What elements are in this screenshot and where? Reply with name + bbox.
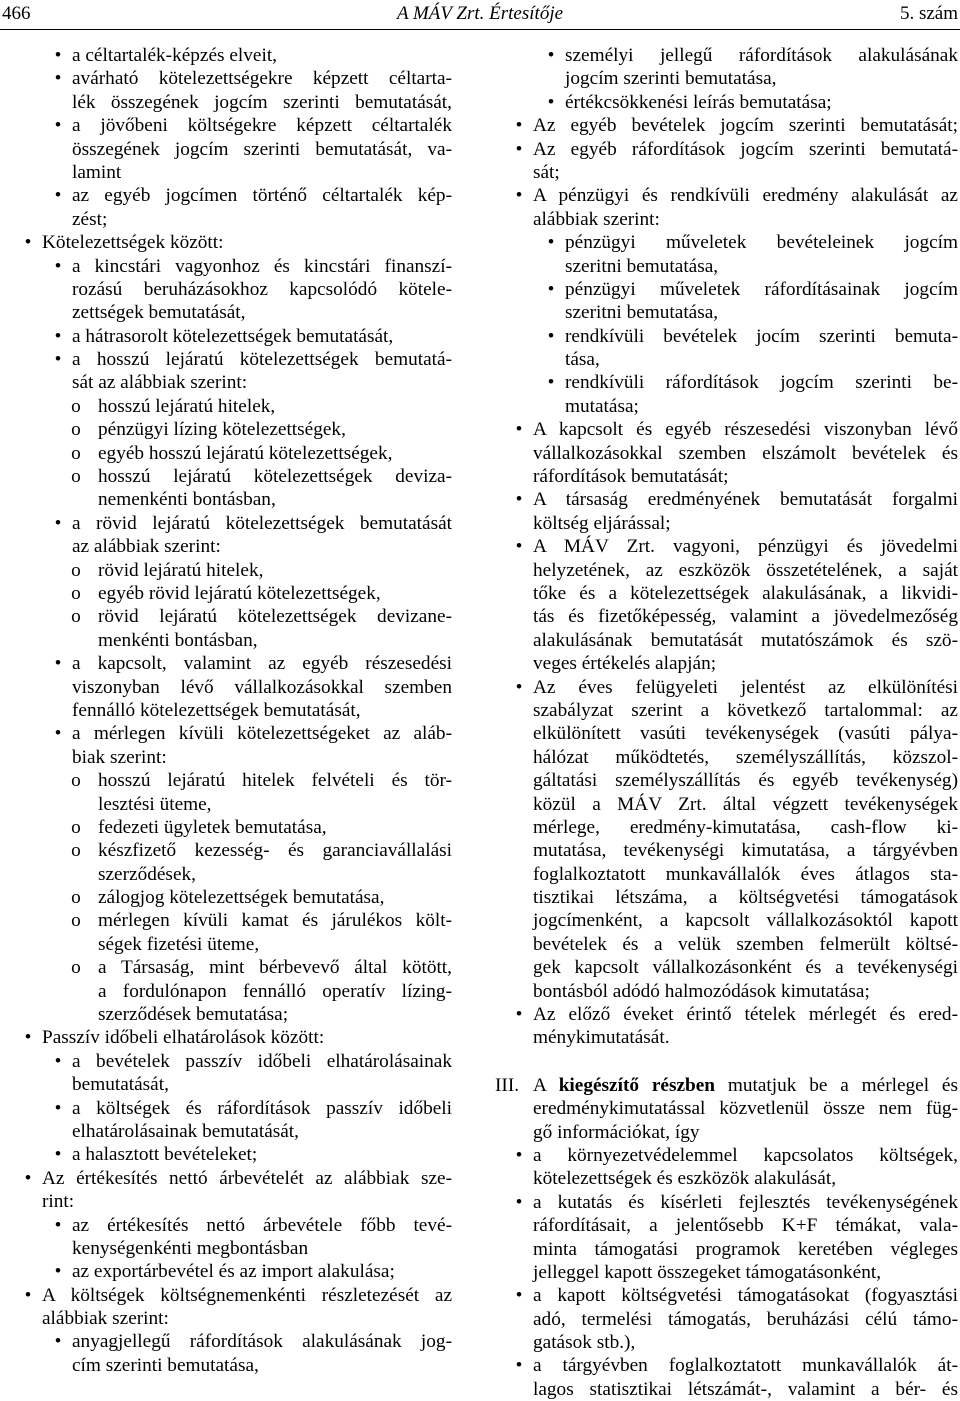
right-line xyxy=(515,909,958,932)
bullet-marker: • xyxy=(54,185,62,207)
line-text: viszonyban lévő vállalkozásokkal szemben xyxy=(72,676,452,698)
left-line xyxy=(24,909,452,932)
line-text: egyéb rövid lejáratú kötelezettségek, xyxy=(98,582,381,604)
left-line xyxy=(24,535,452,558)
line-text: zálogjog kötelezettségek bemutatása, xyxy=(98,887,385,909)
line-text: biak szerint: xyxy=(72,746,167,768)
line-text: kenységenkénti megbontásban xyxy=(72,1237,309,1259)
left-line xyxy=(24,1330,452,1353)
left-line xyxy=(24,442,452,465)
left-line xyxy=(24,278,452,301)
line-text: költség eljárással; xyxy=(533,512,671,534)
right-line xyxy=(515,746,958,769)
line-text: lesztési üteme, xyxy=(98,793,212,815)
line-text: szerződések bemutatása; xyxy=(98,1004,289,1026)
left-line xyxy=(24,465,452,488)
line-text: lék összegének jogcím szerinti bemutatását, xyxy=(72,91,452,113)
right-line xyxy=(515,886,958,909)
right-line xyxy=(515,1026,958,1049)
line-text: Az egyéb ráfordítások jogcím szerinti bemutatá- xyxy=(533,138,958,160)
bullet-marker: • xyxy=(54,68,62,90)
left-line xyxy=(24,255,452,278)
sub-bullet-marker: o xyxy=(71,559,81,581)
bullet-marker: • xyxy=(515,115,523,137)
bullet-marker: • xyxy=(515,1285,523,1307)
left-line xyxy=(24,512,452,535)
line-text: az egyéb jogcímen történő céltartalék kép- xyxy=(72,185,452,207)
bullet-marker: • xyxy=(54,1331,62,1353)
right-line xyxy=(515,980,958,1003)
left-line xyxy=(24,1050,452,1073)
left-line xyxy=(24,67,452,90)
left-line xyxy=(24,652,452,675)
line-text: hosszú lejáratú hitelek felvételi és tör- xyxy=(98,770,452,792)
line-text: tisztikai létszáma, a költségvetési támogatások xyxy=(533,887,958,909)
right-line xyxy=(515,512,958,535)
bullet-marker: • xyxy=(54,325,62,347)
line-text: az exportárbevétel és az import alakulása; xyxy=(72,1261,395,1283)
left-line xyxy=(24,956,452,979)
line-text: az alábbiak szerint: xyxy=(72,536,221,558)
line-text: gáltatási személyszállítás és egyéb tevékenység) xyxy=(533,770,958,792)
left-line xyxy=(24,582,452,605)
line-text: foglalkoztatott munkavállalók éves átlagos sta- xyxy=(533,863,958,885)
line-text: a bevételek passzív időbeli elhatárolásainak xyxy=(72,1050,452,1072)
bullet-marker: • xyxy=(547,278,555,300)
line-text: a környezetvédelemmel kapcsolatos költségek, xyxy=(533,1144,958,1166)
right-line xyxy=(515,138,958,161)
right-line xyxy=(515,161,958,184)
line-text: a jövőbeni költségekre képzett céltartalék xyxy=(72,115,452,137)
line-text: adó, termelési támogatás, beruházási célú támo- xyxy=(533,1308,958,1330)
section-iii-line xyxy=(515,1261,958,1284)
line-text: pénzügyi műveletek bevételeinek jogcím xyxy=(565,232,958,254)
right-line xyxy=(515,769,958,792)
bullet-marker: • xyxy=(54,1214,62,1236)
left-line xyxy=(24,44,452,67)
bullet-marker: • xyxy=(515,1144,523,1166)
line-text: rövid lejáratú kötelezettségek devizane- xyxy=(98,606,452,628)
line-text: egyéb hosszú lejáratú kötelezettségek, xyxy=(98,442,393,464)
line-text: vállalkozásokkal szemben elszámolt bevételek és xyxy=(533,442,958,464)
left-line xyxy=(24,301,452,324)
sub-bullet-marker: o xyxy=(71,606,81,628)
right-line xyxy=(515,255,958,278)
section-iii-line xyxy=(515,1097,958,1120)
sub-bullet-marker: o xyxy=(71,887,81,909)
line-text: veges értékelés alapján; xyxy=(533,653,717,675)
line-text: közül a MÁV Zrt. által végzett tevékenységek xyxy=(533,793,958,815)
left-line xyxy=(24,1284,452,1307)
line-text: anyagjellegű ráfordítások alakulásának jog- xyxy=(72,1331,452,1353)
left-line xyxy=(24,559,452,582)
issue-number: 5. szám xyxy=(899,3,958,24)
bullet-marker: • xyxy=(54,45,62,66)
left-line xyxy=(24,1073,452,1096)
line-text: kötelezettségek és eszközök alakulását, xyxy=(533,1168,837,1190)
line-text: értékcsökkenési leírás bemutatása; xyxy=(565,91,832,113)
bullet-marker: • xyxy=(54,255,62,277)
bullet-marker: • xyxy=(547,325,555,347)
line-text: Az értékesítés nettó árbevételét az alábbiak sze- xyxy=(42,1167,452,1189)
left-line xyxy=(24,488,452,511)
right-column xyxy=(495,44,958,1401)
left-line xyxy=(24,605,452,628)
line-text: rozású beruházásokhoz kapcsolódó kötele- xyxy=(72,278,452,300)
line-text: a fordulónapon fennálló operatív lízing- xyxy=(98,980,452,1002)
sub-bullet-marker: o xyxy=(71,466,81,488)
line-text: ráfordítások bemutatását; xyxy=(533,466,729,488)
line-text: a halasztott bevételeket; xyxy=(72,1144,258,1166)
right-line xyxy=(515,582,958,605)
bullet-marker: • xyxy=(54,512,62,534)
right-line xyxy=(515,184,958,207)
section-iii-heading xyxy=(495,1074,958,1097)
right-line xyxy=(515,325,958,348)
line-text: a kapcsolt, valamint az egyéb részesedési xyxy=(72,653,452,675)
line-text: a rövid lejáratú kötelezettségek bemutatását xyxy=(72,512,452,534)
right-line xyxy=(515,231,958,254)
right-line xyxy=(515,816,958,839)
right-line xyxy=(515,629,958,652)
bullet-marker: • xyxy=(24,1284,32,1306)
line-text: rövid lejáratú hitelek, xyxy=(98,559,264,581)
right-line xyxy=(515,605,958,628)
line-text: A kapcsolt és egyéb részesedési viszonyban lévő xyxy=(533,419,958,441)
bullet-marker: • xyxy=(515,1004,523,1026)
right-line xyxy=(515,348,958,371)
left-line xyxy=(24,1237,452,1260)
line-text: A pénzügyi és rendkívüli eredmény alakulását az xyxy=(533,185,958,207)
bullet-marker: • xyxy=(515,1191,523,1213)
left-line xyxy=(24,629,452,652)
line-text: ménykimutatását. xyxy=(533,1027,670,1049)
right-line xyxy=(515,91,958,114)
line-text: szabályzat szerint a következő tartalommal: az xyxy=(533,699,958,721)
right-line xyxy=(515,933,958,956)
sub-bullet-marker: o xyxy=(71,419,81,441)
left-line xyxy=(24,114,452,137)
left-line xyxy=(24,1307,452,1330)
bullet-marker: • xyxy=(24,1027,32,1049)
line-text: szerződések, xyxy=(98,863,196,885)
left-line xyxy=(24,1120,452,1143)
line-text: fedezeti ügyletek bemutatása, xyxy=(98,816,327,838)
line-text: sát az alábbiak szerint: xyxy=(72,372,248,394)
section-spacer xyxy=(515,1050,958,1074)
line-text: szeritni bemutatása, xyxy=(565,302,719,324)
page-header xyxy=(0,3,960,27)
line-text: zettségek bemutatását, xyxy=(72,302,246,324)
left-line xyxy=(24,886,452,909)
line-text: lagos statisztikai létszámát-, valamint a bér- és xyxy=(533,1378,958,1400)
line-text: elkülönített vasúti tevékenységek (vasúti pálya- xyxy=(533,723,958,745)
section-iii-line xyxy=(515,1354,958,1377)
left-line xyxy=(24,1143,452,1166)
bullet-marker: • xyxy=(515,489,523,511)
bullet-marker: • xyxy=(515,419,523,441)
left-line xyxy=(24,1097,452,1120)
line-text: készfizető kezesség- és garanciavállalási xyxy=(98,840,452,862)
bullet-marker: • xyxy=(54,653,62,675)
line-text: mérlegen kívüli kamat és járulékos költ- xyxy=(98,910,452,932)
right-line xyxy=(515,559,958,582)
line-text: pénzügyi lízing kötelezettségek, xyxy=(98,419,346,441)
sub-bullet-marker: o xyxy=(71,840,81,862)
line-text: jogcímenként, a kapcsolt vállalkozásoktól kapott xyxy=(533,910,958,932)
line-text: A MÁV Zrt. vagyoni, pénzügyi és jövedelmi xyxy=(533,536,958,558)
right-line xyxy=(515,652,958,675)
right-line xyxy=(515,418,958,441)
line-text: cím szerinti bemutatása, xyxy=(72,1354,259,1376)
sub-bullet-marker: o xyxy=(71,582,81,604)
left-line xyxy=(24,325,452,348)
right-line xyxy=(515,114,958,137)
line-text: sát; xyxy=(533,161,560,183)
line-text: Az éves felügyeleti jelentést az elkülönítési xyxy=(533,676,958,698)
right-line xyxy=(515,722,958,745)
sub-bullet-marker: o xyxy=(71,910,81,932)
right-line xyxy=(515,442,958,465)
right-line xyxy=(515,465,958,488)
bullet-marker: • xyxy=(24,1167,32,1189)
line-text: alábbiak szerint: xyxy=(42,1308,169,1330)
line-text: a mérlegen kívüli kötelezettségeket az aláb- xyxy=(72,723,452,745)
bullet-marker: • xyxy=(515,1355,523,1377)
line-text: rint: xyxy=(42,1191,75,1213)
bullet-marker: • xyxy=(54,349,62,371)
line-text: ráfordításait, a jelentősebb K+F témákat, vala- xyxy=(533,1215,958,1237)
bullet-marker: • xyxy=(54,1050,62,1072)
line-text: a kincstári vagyonhoz és kincstári finanszí- xyxy=(72,255,452,277)
line-text: elhatárolásainak bemutatását, xyxy=(72,1120,299,1142)
left-line xyxy=(24,793,452,816)
left-line xyxy=(24,1260,452,1283)
line-text: rendkívüli bevételek jocím szerinti bemuta- xyxy=(565,325,958,347)
header-rule xyxy=(0,29,960,30)
line-text: hálózat működtetés, személyszállítás, közszol- xyxy=(533,746,958,768)
left-line xyxy=(24,1354,452,1377)
line-text: nemenkénti bontásban, xyxy=(98,489,276,511)
bullet-marker: • xyxy=(547,45,555,66)
line-text: tás és fizetőképesség, valamint a jövedelmezőség xyxy=(533,606,958,628)
line-text: hosszú lejáratú hitelek, xyxy=(98,395,276,417)
line-text: a tárgyévben foglalkoztatott munkavállalók át- xyxy=(533,1355,958,1377)
sub-bullet-marker: o xyxy=(71,816,81,838)
left-line xyxy=(24,395,452,418)
intro-rest: mutatjuk be a mérlegel és xyxy=(727,1074,958,1096)
line-text: bemutatását, xyxy=(72,1074,169,1096)
left-line xyxy=(24,699,452,722)
bullet-marker: • xyxy=(547,372,555,394)
page-number: 466 xyxy=(2,3,31,24)
line-text: A költségek költségnemenkénti részletezését az xyxy=(42,1284,452,1306)
left-line xyxy=(24,980,452,1003)
left-line xyxy=(24,722,452,745)
bullet-marker: • xyxy=(547,91,555,113)
sub-bullet-marker: o xyxy=(71,395,81,417)
left-line xyxy=(24,769,452,792)
line-text: a céltartalék-képzés elveit, xyxy=(72,45,278,66)
line-text: hosszú lejáratú kötelezettségek deviza- xyxy=(98,466,452,488)
right-line xyxy=(515,1003,958,1026)
left-line xyxy=(24,208,452,231)
left-line xyxy=(24,1003,452,1026)
line-text: avárható kötelezettségekre képzett céltarta- xyxy=(72,68,452,90)
line-text: tőke és a kötelezettségek alakulásának, a likvidi- xyxy=(533,582,958,604)
bullet-marker: • xyxy=(515,185,523,207)
sub-bullet-marker: o xyxy=(71,442,81,464)
line-text: mérlege, eredmény-kimutatása, cash-flow ki- xyxy=(533,816,958,838)
left-line xyxy=(24,371,452,394)
bullet-marker: • xyxy=(54,1097,62,1119)
line-text: jogcím szerinti bemutatása, xyxy=(565,68,777,90)
line-text: az értékesítés nettó árbevétele főbb tevé- xyxy=(72,1214,452,1236)
section-iii-line xyxy=(515,1331,958,1354)
line-text: alakulásának bemutatását mutatószámok és szö- xyxy=(533,629,958,651)
left-line xyxy=(24,184,452,207)
right-line xyxy=(515,676,958,699)
journal-title: A MÁV Zrt. Értesítője xyxy=(396,3,564,24)
section-iii-line xyxy=(515,1214,958,1237)
right-line xyxy=(515,301,958,324)
left-line xyxy=(24,816,452,839)
left-line xyxy=(24,91,452,114)
right-line xyxy=(515,395,958,418)
right-line xyxy=(515,488,958,511)
left-line xyxy=(24,1026,452,1049)
section-iii-line xyxy=(515,1121,958,1144)
bullet-marker: • xyxy=(54,1261,62,1283)
left-line xyxy=(24,746,452,769)
left-line xyxy=(24,231,452,254)
left-line xyxy=(24,138,452,161)
line-text: személyi jellegű ráfordítások alakulásának xyxy=(565,45,958,66)
right-line xyxy=(515,535,958,558)
right-line xyxy=(515,793,958,816)
line-text: a hosszú lejáratú kötelezettségek bemutatá- xyxy=(72,349,452,371)
line-text: tása, xyxy=(565,349,600,371)
left-line xyxy=(24,933,452,956)
section-iii-line xyxy=(515,1284,958,1307)
section-iii-line xyxy=(515,1144,958,1167)
line-text: a kapott költségvetési támogatásokat (fogyasztási xyxy=(533,1285,958,1307)
left-line xyxy=(24,839,452,862)
line-text: a hátrasorolt kötelezettségek bemutatását, xyxy=(72,325,394,347)
bullet-marker: • xyxy=(24,232,32,254)
line-text: bevételek és a velük szemben felmerült költsé- xyxy=(533,933,958,955)
left-column xyxy=(24,44,452,1377)
line-text: fennálló kötelezettségek bemutatását, xyxy=(72,699,361,721)
right-line xyxy=(515,44,958,67)
section-number: III. xyxy=(495,1074,520,1096)
sub-bullet-marker: o xyxy=(71,770,81,792)
line-text: Passzív időbeli elhatárolások között: xyxy=(42,1027,325,1049)
left-line xyxy=(24,1167,452,1190)
line-text: helyzetének, az eszközök összetételének, a saját xyxy=(533,559,958,581)
section-keyword: kiegészítő részben xyxy=(558,1074,716,1096)
left-line xyxy=(24,863,452,886)
line-text: a Társaság, mint bérbevevő által kötött, xyxy=(98,957,452,979)
section-intro xyxy=(533,1074,958,1097)
bullet-marker: • xyxy=(515,536,523,558)
right-line xyxy=(515,863,958,886)
line-text: összegének jogcím szerinti bemutatását, va- xyxy=(72,138,452,160)
bullet-marker: • xyxy=(54,115,62,137)
line-text: alábbiak szerint: xyxy=(533,208,660,230)
section-iii-line xyxy=(515,1378,958,1401)
line-text: menkénti bontásban, xyxy=(98,629,258,651)
line-text: bontásból adódó halmozódások kimutatása; xyxy=(533,980,870,1002)
left-line xyxy=(24,1214,452,1237)
right-line xyxy=(515,371,958,394)
line-text: pénzügyi műveletek ráfordításainak jogcím xyxy=(565,278,958,300)
right-line xyxy=(515,839,958,862)
line-text: lamint xyxy=(72,161,122,183)
left-line xyxy=(24,418,452,441)
line-text: jelleggel kapott összegeket támogatásonként, xyxy=(533,1261,882,1283)
line-text: ségek fizetési üteme, xyxy=(98,933,260,955)
right-line xyxy=(515,67,958,90)
line-text: Az előző éveket érintő tételek mérlegét és ered- xyxy=(533,1004,958,1026)
right-line xyxy=(515,956,958,979)
left-line xyxy=(24,348,452,371)
line-text: zést; xyxy=(72,208,108,230)
section-iii-line xyxy=(515,1191,958,1214)
line-text: gek kapcsolt vállalkozásonként és a tevékenységi xyxy=(533,957,958,979)
bullet-marker: • xyxy=(515,676,523,698)
bullet-marker: • xyxy=(54,723,62,745)
section-iii-line xyxy=(515,1238,958,1261)
line-text: mutatása, tevékenységi kimutatása, a tárgyévben xyxy=(533,840,958,862)
intro-article: A xyxy=(533,1074,546,1096)
left-line xyxy=(24,1190,452,1213)
bullet-marker: • xyxy=(54,1144,62,1166)
section-iii-line xyxy=(515,1167,958,1190)
sub-bullet-marker: o xyxy=(71,957,81,979)
bullet-marker: • xyxy=(515,138,523,160)
line-text: Az egyéb bevételek jogcím szerinti bemutatását; xyxy=(533,115,958,137)
left-line xyxy=(24,676,452,699)
right-line xyxy=(515,208,958,231)
line-text: A társaság eredményének bemutatását forgalmi xyxy=(533,489,958,511)
line-text: gatások stb.), xyxy=(533,1332,636,1354)
bullet-marker: • xyxy=(547,232,555,254)
line-text: szeritni bemutatása, xyxy=(565,255,719,277)
right-line xyxy=(515,699,958,722)
line-text: Kötelezettségek között: xyxy=(42,232,224,254)
line-text: gő információkat, így xyxy=(533,1121,700,1143)
line-text: minta támogatási programok keretében végleges xyxy=(533,1238,958,1260)
line-text: eredménykimutatással közvetlenül össze nem füg- xyxy=(533,1098,958,1120)
left-line xyxy=(24,161,452,184)
line-text: rendkívüli ráfordítások jogcím szerinti be- xyxy=(565,372,958,394)
line-text: a költségek és ráfordítások passzív időbeli xyxy=(72,1097,452,1119)
right-line xyxy=(515,278,958,301)
section-iii-line xyxy=(515,1308,958,1331)
line-text: mutatása; xyxy=(565,395,639,417)
line-text: a kutatás és kísérleti fejlesztés tevékenységének xyxy=(533,1191,958,1213)
